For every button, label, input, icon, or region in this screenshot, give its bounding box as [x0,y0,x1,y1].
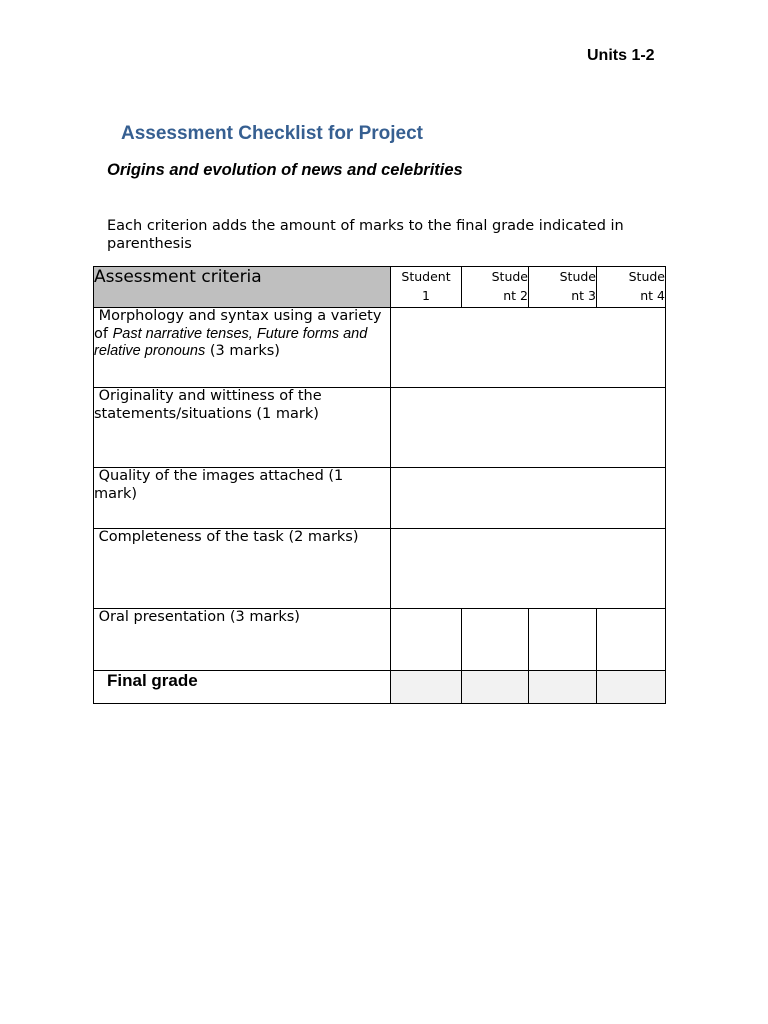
student-3-header-line2: nt 3 [571,288,596,303]
criterion-oral [94,609,391,671]
student-4-header-line1: Stude [628,269,665,284]
grade-cell-merged[interactable] [391,529,666,609]
criterion-morphology-text-italic: Past narrative tenses, Future forms and relative pronouns [94,325,368,359]
table-row [94,609,666,671]
student-3-header [529,267,597,308]
grade-cell-student-4[interactable] [597,609,666,671]
criterion-oral-text: Oral presentation (3 marks) [98,609,300,625]
document-title: Assessment Checklist for Project [121,123,424,144]
grade-cell-merged[interactable] [391,388,666,468]
final-grade-student-1[interactable] [391,671,462,704]
grade-cell-student-1[interactable] [391,609,462,671]
final-grade-label: Final grade [94,671,391,704]
student-2-header [462,267,529,308]
table-row [94,308,666,388]
units-label: Units 1-2 [587,47,655,64]
table-row [94,529,666,609]
final-grade-student-3[interactable] [529,671,597,704]
student-4-header [597,267,666,308]
table-row [94,388,666,468]
student-4-header-line2: nt 4 [640,288,665,303]
student-1-header-line1: Student [401,269,451,284]
table-header-row [94,267,666,308]
criterion-images-text: Quality of the images attached (1 mark) [94,468,344,502]
criterion-images [94,468,391,529]
criterion-morphology-text-b: (3 marks) [205,343,280,359]
document-subtitle: Origins and evolution of news and celebrities [107,161,463,179]
criterion-morphology-text-a: Morphology and syntax using a variety of [94,308,382,342]
assessment-table [93,266,666,704]
criterion-originality-text: Originality and wittiness of the statements/situations (1 mark) [94,388,322,422]
criterion-morphology [94,308,391,388]
grade-cell-merged[interactable] [391,468,666,529]
final-grade-student-4[interactable] [597,671,666,704]
criterion-originality [94,388,391,468]
student-2-header-line2: nt 2 [503,288,528,303]
grade-cell-merged[interactable] [391,308,666,388]
intro-paragraph: Each criterion adds the amount of marks to the final grade indicated in parenthesis [107,218,624,252]
student-1-header-line2: 1 [422,288,430,303]
final-grade-student-2[interactable] [462,671,529,704]
criterion-completeness-text: Completeness of the task (2 marks) [98,529,359,545]
final-grade-row [94,671,666,704]
table-row [94,468,666,529]
grade-cell-student-3[interactable] [529,609,597,671]
grade-cell-student-2[interactable] [462,609,529,671]
criteria-header: Assessment criteria [94,267,391,308]
student-1-header [391,267,462,308]
criterion-completeness [94,529,391,609]
student-2-header-line1: Stude [491,269,528,284]
student-3-header-line1: Stude [559,269,596,284]
